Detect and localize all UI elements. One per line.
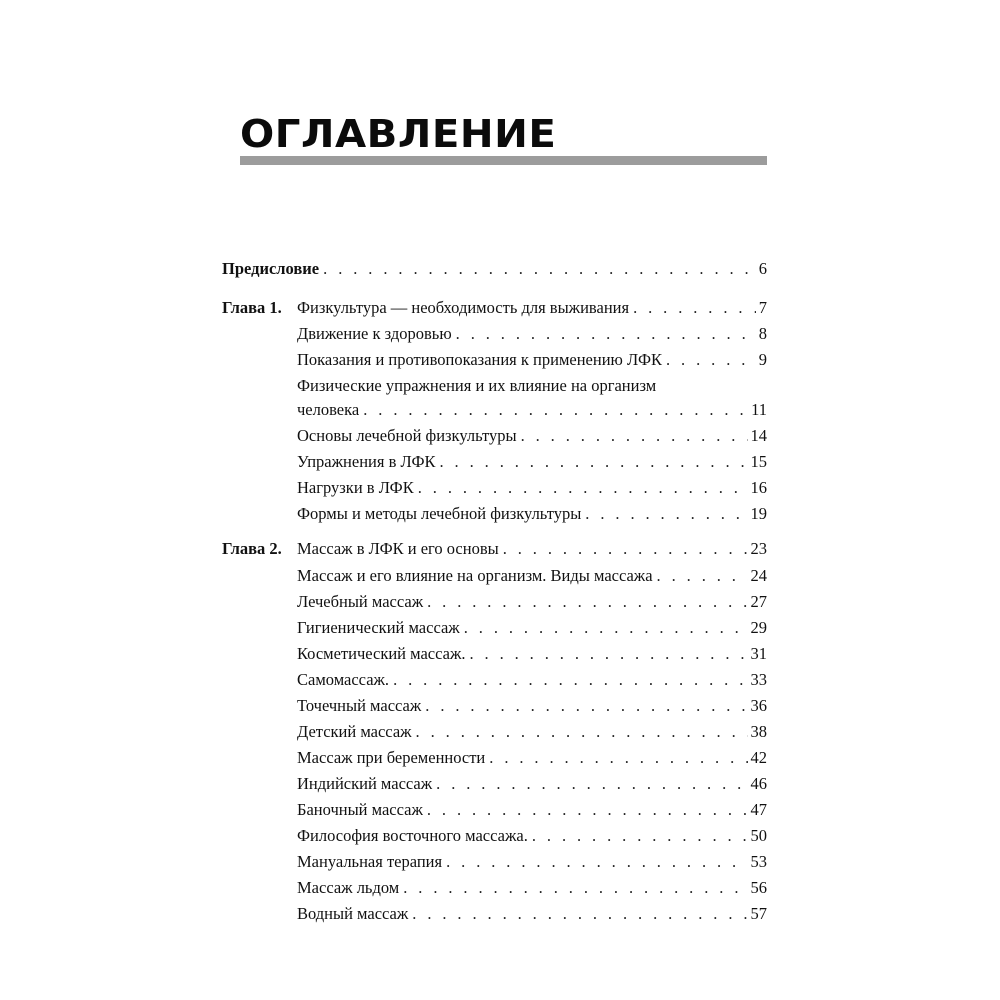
toc-entry-title: Предисловие xyxy=(222,259,320,278)
toc-entry-title: Самомассаж. xyxy=(297,670,390,689)
dot-leader xyxy=(446,851,747,873)
dot-leader xyxy=(418,477,748,499)
toc-entry-title: Косметический массаж. xyxy=(297,644,466,663)
toc-entry-section[interactable] xyxy=(297,477,767,499)
toc-entry-title: Лечебный массаж xyxy=(297,592,424,611)
toc-entry-title: Формы и методы лечебной физкультуры xyxy=(297,504,582,523)
toc-entry-page: 50 xyxy=(750,826,767,845)
dot-leader xyxy=(456,323,756,345)
toc-entry-section[interactable] xyxy=(297,643,767,665)
toc-entry-page: 8 xyxy=(758,324,767,343)
toc-entry-page: 16 xyxy=(750,478,767,497)
toc-entry-title: Массаж в ЛФК и его основы xyxy=(297,539,499,558)
dot-leader xyxy=(323,258,756,280)
toc-entry-section[interactable] xyxy=(297,773,767,795)
table-of-contents xyxy=(222,0,767,1000)
toc-entry-page: 46 xyxy=(750,774,767,793)
toc-entry-title: Мануальная терапия xyxy=(297,852,443,871)
toc-entry-section[interactable] xyxy=(297,565,767,587)
toc-entry-page: 9 xyxy=(758,350,767,369)
toc-entry-title: Водный массаж xyxy=(297,904,409,923)
dot-leader xyxy=(489,747,747,769)
toc-entry-page: 36 xyxy=(750,696,767,715)
dot-leader xyxy=(469,643,747,665)
toc-entry-section[interactable] xyxy=(297,799,767,821)
toc-entry-page: 11 xyxy=(751,400,767,419)
toc-entry-title: Упражнения в ЛФК xyxy=(297,452,436,471)
toc-entry-chapter-1[interactable] xyxy=(297,297,767,319)
toc-entry-page: 33 xyxy=(750,670,767,689)
toc-entry-title: Индийский массаж xyxy=(297,774,433,793)
toc-entry-section[interactable] xyxy=(297,721,767,743)
toc-entry-page: 23 xyxy=(750,539,767,558)
dot-leader xyxy=(585,503,747,525)
toc-entry-page: 27 xyxy=(750,592,767,611)
dot-leader xyxy=(532,825,748,847)
dot-leader xyxy=(464,617,748,639)
chapter-label: Глава 2. xyxy=(222,539,282,558)
toc-entry-section[interactable] xyxy=(297,695,767,717)
toc-entry-section[interactable] xyxy=(297,503,767,525)
toc-entry-title: Массаж и его влияние на организм. Виды массажа xyxy=(297,566,653,585)
dot-leader xyxy=(427,799,748,821)
toc-entry-page: 57 xyxy=(750,904,767,923)
toc-entry-page: 7 xyxy=(758,298,767,317)
toc-entry-title: Основы лечебной физкультуры xyxy=(297,426,517,445)
toc-entry-title: Массаж льдом xyxy=(297,878,400,897)
toc-entry-section[interactable] xyxy=(297,851,767,873)
dot-leader xyxy=(521,425,748,447)
dot-leader xyxy=(503,538,748,560)
toc-entry-title: Детский массаж xyxy=(297,722,412,741)
dot-leader xyxy=(427,591,747,613)
toc-entry-page: 6 xyxy=(758,259,767,278)
toc-entry-page: 19 xyxy=(750,504,767,523)
toc-entry-section[interactable] xyxy=(297,669,767,691)
toc-entry-title: Массаж при беременности xyxy=(297,748,486,767)
toc-entry-title: Баночный массаж xyxy=(297,800,423,819)
dot-leader xyxy=(403,877,747,899)
dot-leader xyxy=(666,349,756,371)
toc-entry-section[interactable] xyxy=(297,323,767,345)
toc-entry-section[interactable] xyxy=(297,399,767,421)
toc-entry-preface[interactable] xyxy=(222,258,767,280)
toc-entry-section[interactable] xyxy=(297,877,767,899)
toc-entry-page: 31 xyxy=(750,644,767,663)
toc-entry-page: 53 xyxy=(750,852,767,871)
toc-entry-page: 14 xyxy=(750,426,767,445)
toc-entry-page: 38 xyxy=(750,722,767,741)
dot-leader xyxy=(425,695,747,717)
toc-entry-section[interactable] xyxy=(297,591,767,613)
toc-entry-section[interactable] xyxy=(297,451,767,473)
toc-entry-section[interactable] xyxy=(297,825,767,847)
dot-leader xyxy=(633,297,756,319)
toc-entry-section[interactable] xyxy=(297,425,767,447)
toc-entry-page: 15 xyxy=(750,452,767,471)
toc-entry-title: человека xyxy=(297,400,360,419)
toc-entry-page: 29 xyxy=(750,618,767,637)
toc-entry-title: Показания и противопоказания к применению ЛФК xyxy=(297,350,662,369)
toc-entry-page: 24 xyxy=(750,566,767,585)
dot-leader xyxy=(412,903,747,925)
toc-entry-title: Точечный массаж xyxy=(297,696,422,715)
dot-leader xyxy=(416,721,748,743)
toc-entry-title: Физкультура — необходимость для выживания xyxy=(297,298,630,317)
toc-entry-page: 42 xyxy=(750,748,767,767)
dot-leader xyxy=(440,451,748,473)
dot-leader xyxy=(393,669,747,691)
toc-entry-section[interactable] xyxy=(297,903,767,925)
toc-entry-title-line1[interactable]: Физические упражнения и их влияние на организм xyxy=(297,376,657,395)
toc-entry-title: Нагрузки в ЛФК xyxy=(297,478,414,497)
toc-entry-title: Движение к здоровью xyxy=(297,324,452,343)
toc-entry-page: 47 xyxy=(750,800,767,819)
dot-leader xyxy=(363,399,748,421)
page-title: ОГЛАВЛЕНИЕ xyxy=(240,112,557,156)
toc-entry-title: Философия восточного массажа. xyxy=(297,826,528,845)
chapter-label: Глава 1. xyxy=(222,298,282,317)
toc-entry-section[interactable] xyxy=(297,747,767,769)
dot-leader xyxy=(657,565,748,587)
dot-leader xyxy=(436,773,747,795)
toc-entry-chapter-2[interactable] xyxy=(297,538,767,560)
toc-entry-page: 56 xyxy=(750,878,767,897)
toc-entry-section[interactable] xyxy=(297,349,767,371)
toc-entry-title: Гигиенический массаж xyxy=(297,618,460,637)
toc-entry-section[interactable] xyxy=(297,617,767,639)
